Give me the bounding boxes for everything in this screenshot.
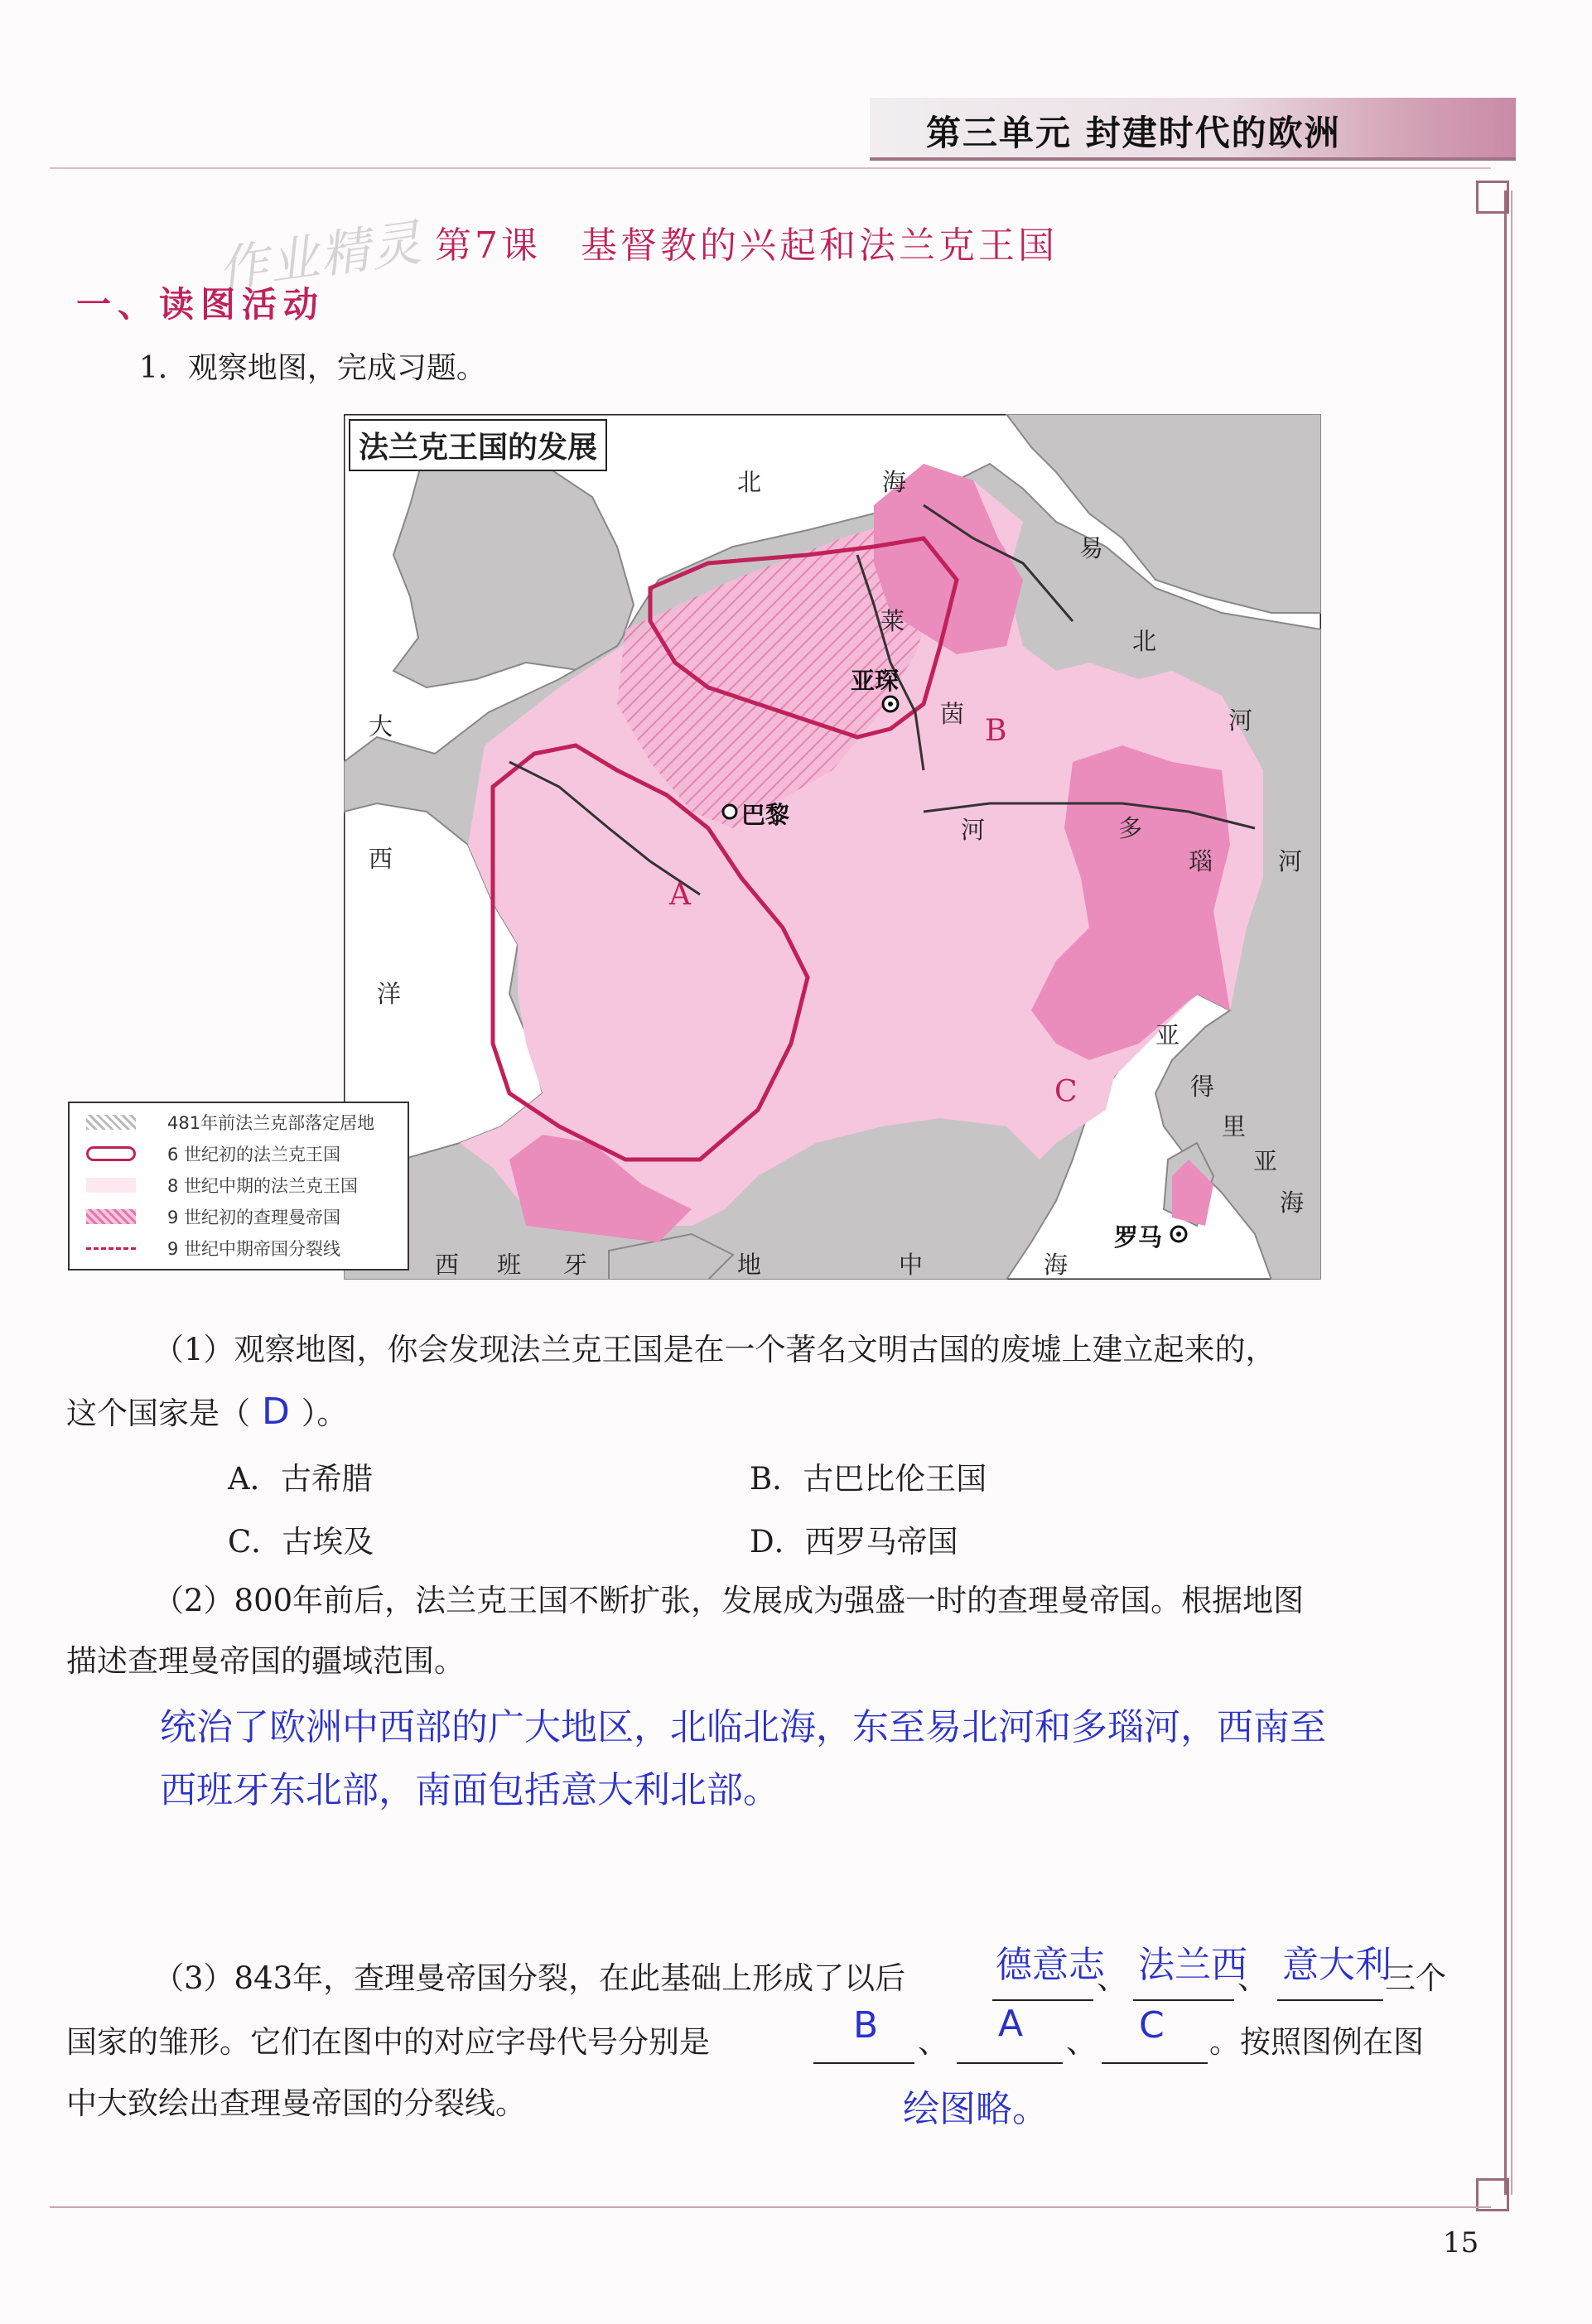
legend-label: 9 世纪中期帝国分裂线 bbox=[167, 1239, 341, 1259]
map-label-danube: 瑙 bbox=[1189, 847, 1213, 875]
unit-title: 第三单元 封建时代的欧洲 bbox=[926, 113, 1341, 153]
map-paris-marker bbox=[723, 805, 736, 818]
map-label-spain: 西 bbox=[435, 1251, 460, 1279]
legend-label: 481年前法兰克部落定居地 bbox=[167, 1113, 375, 1133]
question-1-intro: 1．观察地图，完成习题。 bbox=[139, 351, 486, 385]
q2-text-line1: （2）800年前后，法兰克王国不断扩张，发展成为强盛一时的查理曼帝国。根据地图 bbox=[153, 1583, 1305, 1618]
map-label-mediterranean: 中 bbox=[899, 1251, 924, 1279]
map-letter-a: A bbox=[669, 878, 691, 912]
q1-option-c: C．古埃及 bbox=[228, 1524, 374, 1560]
legend-item bbox=[70, 1138, 408, 1169]
q3-separator: 、 bbox=[918, 2024, 948, 2060]
q3-text-line2: 国家的雏形。它们在图中的对应字母代号分别是 bbox=[66, 2024, 710, 2060]
frame-corner-top bbox=[1476, 181, 1509, 214]
map-city-aachen: 亚琛 bbox=[851, 667, 900, 695]
watermark: 作业精灵 bbox=[215, 214, 427, 300]
map-city-rome: 罗马 bbox=[1114, 1223, 1163, 1251]
q3-blank-country-3 bbox=[1277, 1999, 1383, 2001]
legend-item bbox=[70, 1201, 408, 1232]
map-label-elbe: 河 bbox=[1228, 706, 1253, 735]
q3-text-line3: 中大致绘出查理曼帝国的分裂线。 bbox=[66, 2085, 526, 2121]
legend-label: 8 世纪中期的法兰克王国 bbox=[167, 1176, 359, 1196]
section-heading: 一、读图活动 bbox=[76, 284, 326, 325]
map-label-atlantic: 大 bbox=[369, 712, 393, 740]
q2-text-line2: 描述查理曼帝国的疆域范围。 bbox=[66, 1643, 465, 1679]
map-label-rhine: 河 bbox=[961, 816, 986, 844]
page-number: 15 bbox=[1443, 2226, 1479, 2259]
legend-item bbox=[70, 1232, 408, 1264]
q3-blank-letter-1 bbox=[813, 2062, 914, 2064]
map-graphic bbox=[344, 414, 1321, 1280]
map-label-adriatic: 亚 bbox=[1155, 1021, 1180, 1049]
q3-text-line1: （3）843年，查理曼帝国分裂，在此基础上形成了以后 bbox=[153, 1960, 906, 1996]
q1-text-line2: 这个国家是（ D ）。 bbox=[66, 1391, 348, 1433]
map-label-mediterranean: 海 bbox=[1044, 1251, 1069, 1279]
q3-fill-country-3: 意大利 bbox=[1282, 1944, 1392, 1986]
map-label-adriatic: 亚 bbox=[1253, 1147, 1278, 1175]
map-label-elbe: 易 bbox=[1079, 534, 1104, 562]
legend-swatch-8th-century bbox=[86, 1178, 136, 1193]
map-label-adriatic: 海 bbox=[1280, 1189, 1305, 1217]
legend-item bbox=[70, 1107, 408, 1138]
q3-fill-letter-2: A bbox=[998, 2003, 1024, 2045]
map bbox=[344, 414, 1321, 1280]
q1-answer: D bbox=[262, 1391, 290, 1433]
map-label-elbe: 北 bbox=[1132, 627, 1157, 655]
q3-fill-letter-3: C bbox=[1139, 2004, 1165, 2047]
q1-option-a: A．古希腊 bbox=[228, 1461, 373, 1497]
frame-bottom bbox=[50, 2206, 1491, 2208]
map-label-danube: 多 bbox=[1118, 814, 1143, 842]
map-label-rhine: 莱 bbox=[880, 607, 905, 635]
legend-swatch-9th-century bbox=[86, 1209, 136, 1224]
map-label-north-sea: 海 bbox=[882, 468, 907, 496]
frame-right bbox=[1504, 190, 1507, 2195]
q3-separator: 、 bbox=[1237, 1960, 1268, 1996]
q2-answer-line2: 西班牙东北部，南面包括意大利北部。 bbox=[160, 1769, 779, 1811]
map-label-north-sea: 北 bbox=[737, 468, 762, 496]
lesson-title: 第7课 基督教的兴起和法兰克王国 bbox=[435, 224, 1058, 267]
map-label-spain: 班 bbox=[497, 1251, 522, 1279]
q1-text-line1: （1）观察地图，你会发现法兰克王国是在一个著名文明古国的废墟上建立起来的， bbox=[153, 1332, 1276, 1367]
map-label-spain: 牙 bbox=[563, 1251, 588, 1279]
map-label-rhine: 茵 bbox=[940, 700, 965, 728]
q3-separator: 、 bbox=[1097, 1960, 1127, 1996]
map-label-mediterranean: 地 bbox=[737, 1251, 762, 1279]
map-legend bbox=[68, 1102, 409, 1270]
q3-blank-letter-2 bbox=[957, 2062, 1063, 2064]
top-rule bbox=[50, 167, 1491, 169]
q3-blank-country-2 bbox=[1133, 1999, 1234, 2001]
map-letter-b: B bbox=[985, 714, 1007, 748]
q3-blank-letter-3 bbox=[1102, 2062, 1208, 2064]
frame-right-inner bbox=[1511, 190, 1512, 2195]
map-label-danube: 河 bbox=[1278, 847, 1303, 875]
q3-fill-country-1: 德意志 bbox=[996, 1944, 1105, 1986]
legend-label: 6 世纪初的法兰克王国 bbox=[167, 1145, 341, 1164]
q3-fill-country-2: 法兰西 bbox=[1138, 1944, 1247, 1986]
map-label-adriatic: 得 bbox=[1190, 1073, 1215, 1101]
legend-label: 9 世纪初的查理曼帝国 bbox=[167, 1208, 341, 1227]
q2-answer-line1: 统治了欧洲中西部的广大地区，北临北海，东至易北河和多瑙河，西南至 bbox=[160, 1706, 1326, 1748]
map-city-paris: 巴黎 bbox=[741, 801, 790, 829]
map-label-atlantic: 洋 bbox=[377, 980, 402, 1008]
q1-option-b: B．古巴比伦王国 bbox=[750, 1461, 987, 1497]
q3-separator: 、 bbox=[1066, 2024, 1097, 2060]
q3-text-line1-end: 三个 bbox=[1385, 1960, 1446, 1996]
legend-item bbox=[70, 1169, 408, 1201]
q3-text-line2-end: 。按照图例在图 bbox=[1209, 2024, 1424, 2060]
map-title: 法兰克王国的发展 bbox=[349, 419, 607, 471]
legend-swatch-settlement bbox=[86, 1115, 136, 1130]
map-letter-c: C bbox=[1054, 1075, 1078, 1109]
q1-option-d: D．西罗马帝国 bbox=[750, 1524, 958, 1560]
legend-swatch-partition-line bbox=[86, 1247, 136, 1250]
map-label-atlantic: 西 bbox=[369, 845, 393, 873]
map-label-adriatic: 里 bbox=[1222, 1112, 1247, 1140]
q3-blank-country-1 bbox=[992, 1999, 1093, 2001]
legend-swatch-6th-century bbox=[86, 1146, 136, 1161]
q3-answer: 绘图略。 bbox=[903, 2088, 1049, 2130]
q3-fill-letter-1: B bbox=[853, 2004, 879, 2047]
